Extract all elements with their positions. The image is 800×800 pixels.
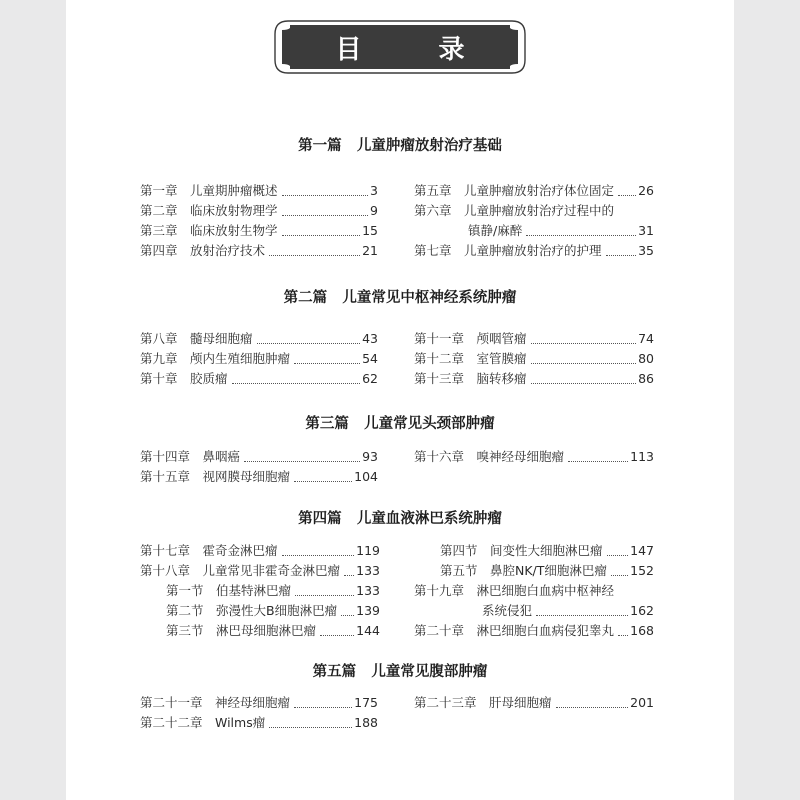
toc-entry-label: 第十三章 脑转移瘤 <box>414 371 527 386</box>
toc-entry[interactable] <box>414 621 654 641</box>
dot-leader <box>269 255 360 256</box>
toc-entry-page: 74 <box>638 331 654 346</box>
toc-entry-label[interactable]: 第六章 儿童肿瘤放射治疗过程中的 <box>414 203 615 218</box>
toc-entry-page: 62 <box>362 371 378 386</box>
toc-entry[interactable] <box>140 221 378 241</box>
toc-entry-label: 第五节 鼻腔NK/T细胞淋巴瘤 <box>440 563 607 578</box>
toc-entry[interactable] <box>414 329 654 349</box>
toc-entry-page: 80 <box>638 351 654 366</box>
toc-entry-page: 35 <box>638 243 654 258</box>
toc-entry-page: 9 <box>370 203 378 218</box>
toc-entry-label: 第二十二章 Wilms瘤 <box>140 715 266 730</box>
toc-entry-label: 第四章 放射治疗技术 <box>140 243 266 258</box>
toc-entry[interactable] <box>140 561 380 581</box>
toc-entry-label: 第二十一章 神经母细胞瘤 <box>140 695 291 710</box>
toc-entry-page: 119 <box>356 543 380 558</box>
dot-leader <box>618 635 628 636</box>
toc-entry[interactable] <box>140 181 378 201</box>
part-heading: 第三篇 儿童常见头颈部肿瘤 <box>305 415 495 432</box>
toc-entry-page: 113 <box>630 449 654 464</box>
dot-leader <box>295 595 354 596</box>
toc-entry-page: 168 <box>630 623 654 638</box>
part-heading: 第四篇 儿童血液淋巴系统肿瘤 <box>298 510 502 527</box>
dot-leader <box>232 383 361 384</box>
toc-entry-label: 第十二章 室管膜瘤 <box>414 351 527 366</box>
toc-entry-page: 188 <box>354 715 378 730</box>
toc-entry-page: 15 <box>362 223 378 238</box>
toc-entry-label: 第十六章 嗅神经母细胞瘤 <box>414 449 565 464</box>
toc-entry-label: 第十五章 视网膜母细胞瘤 <box>140 469 291 484</box>
toc-entry-page: 201 <box>630 695 654 710</box>
toc-entry[interactable] <box>414 241 654 261</box>
toc-entry-page: 86 <box>638 371 654 386</box>
dot-leader <box>568 461 628 462</box>
toc-entry-page: 175 <box>354 695 378 710</box>
toc-entry-page: 43 <box>362 331 378 346</box>
toc-entry-page: 144 <box>356 623 380 638</box>
toc-entry[interactable] <box>140 201 378 221</box>
toc-entry-label: 第九章 颅内生殖细胞肿瘤 <box>140 351 291 366</box>
dot-leader <box>531 383 637 384</box>
toc-entry-label: 第七章 儿童肿瘤放射治疗的护理 <box>414 243 602 258</box>
toc-entry-label: 第十四章 鼻咽癌 <box>140 449 241 464</box>
dot-leader <box>244 461 360 462</box>
dot-leader <box>282 235 361 236</box>
toc-entry-label: 第十一章 颅咽管瘤 <box>414 331 527 346</box>
toc-entry-label: 第十八章 儿童常见非霍奇金淋巴瘤 <box>140 563 341 578</box>
toc-entry[interactable] <box>414 369 654 389</box>
toc-entry-label: 第二十章 淋巴细胞白血病侵犯睾丸 <box>414 623 615 638</box>
toc-entry-page: 133 <box>356 563 380 578</box>
toc-entry[interactable] <box>140 541 380 561</box>
dot-leader <box>282 555 355 556</box>
toc-page <box>66 0 734 800</box>
dot-leader <box>269 727 352 728</box>
toc-entry-label: 第二十三章 肝母细胞瘤 <box>414 695 552 710</box>
toc-entry[interactable] <box>166 581 380 601</box>
dot-leader <box>282 195 369 196</box>
toc-entry-label: 第三节 淋巴母细胞淋巴瘤 <box>166 623 317 638</box>
toc-entry-label: 第四节 间变性大细胞淋巴瘤 <box>440 543 603 558</box>
toc-entry-label: 第一章 儿童期肿瘤概述 <box>140 183 278 198</box>
toc-entry-page: 147 <box>630 543 654 558</box>
dot-leader <box>611 575 628 576</box>
dot-leader <box>556 707 629 708</box>
toc-entry[interactable] <box>468 221 654 241</box>
toc-entry[interactable] <box>140 329 378 349</box>
toc-entry-page: 133 <box>356 583 380 598</box>
toc-entry-label: 第五章 儿童肿瘤放射治疗体位固定 <box>414 183 615 198</box>
toc-entry[interactable] <box>414 349 654 369</box>
toc-entry-page: 21 <box>362 243 378 258</box>
toc-entry[interactable] <box>166 601 380 621</box>
toc-entry-label: 第二节 弥漫性大B细胞淋巴瘤 <box>166 603 338 618</box>
dot-leader <box>294 481 352 482</box>
dot-leader <box>531 363 637 364</box>
toc-entry[interactable] <box>440 541 654 561</box>
dot-leader <box>606 255 637 256</box>
toc-entry-label: 第十七章 霍奇金淋巴瘤 <box>140 543 278 558</box>
toc-entry-page: 93 <box>362 449 378 464</box>
toc-entry[interactable] <box>482 601 654 621</box>
dot-leader <box>618 195 636 196</box>
toc-entry-page: 3 <box>370 183 378 198</box>
dot-leader <box>526 235 636 236</box>
toc-entry-label: 第一节 伯基特淋巴瘤 <box>166 583 292 598</box>
dot-leader <box>320 635 354 636</box>
dot-leader <box>344 575 354 576</box>
dot-leader <box>294 363 360 364</box>
toc-entry-label: 第十章 胶质瘤 <box>140 371 228 386</box>
toc-entry-page: 162 <box>630 603 654 618</box>
toc-entry[interactable] <box>140 349 378 369</box>
dot-leader <box>257 343 361 344</box>
toc-entry[interactable] <box>414 447 654 467</box>
toc-entry-page: 104 <box>354 469 378 484</box>
toc-entry[interactable] <box>140 369 378 389</box>
contents-title: 目 录 <box>335 34 499 65</box>
toc-entry[interactable] <box>140 693 378 713</box>
toc-entry[interactable] <box>140 467 378 487</box>
toc-entry-page: 54 <box>362 351 378 366</box>
part-heading: 第二篇 儿童常见中枢神经系统肿瘤 <box>283 289 517 306</box>
toc-entry-page: 31 <box>638 223 654 238</box>
dot-leader <box>607 555 629 556</box>
dot-leader <box>282 215 369 216</box>
toc-entry[interactable] <box>414 693 654 713</box>
toc-entry-page: 152 <box>630 563 654 578</box>
toc-entry[interactable] <box>414 181 654 201</box>
toc-entry-label[interactable]: 第十九章 淋巴细胞白血病中枢神经 <box>414 583 615 598</box>
toc-entry-page: 139 <box>356 603 380 618</box>
part-heading: 第五篇 儿童常见腹部肿瘤 <box>312 663 488 680</box>
toc-entry[interactable] <box>140 447 378 467</box>
toc-entry-label: 第二章 临床放射物理学 <box>140 203 278 218</box>
toc-entry-page: 26 <box>638 183 654 198</box>
dot-leader <box>536 615 628 616</box>
toc-entry[interactable] <box>140 713 378 733</box>
contents-banner <box>274 20 526 74</box>
part-heading: 第一篇 儿童肿瘤放射治疗基础 <box>298 137 502 154</box>
dot-leader <box>341 615 354 616</box>
dot-leader <box>294 707 352 708</box>
toc-entry-label: 系统侵犯 <box>482 603 533 618</box>
toc-entry-label: 镇静/麻醉 <box>468 223 523 238</box>
dot-leader <box>531 343 637 344</box>
toc-entry-label: 第三章 临床放射生物学 <box>140 223 278 238</box>
toc-entry[interactable] <box>166 621 380 641</box>
toc-entry-label: 第八章 髓母细胞瘤 <box>140 331 253 346</box>
toc-entry[interactable] <box>140 241 378 261</box>
toc-entry[interactable] <box>440 561 654 581</box>
